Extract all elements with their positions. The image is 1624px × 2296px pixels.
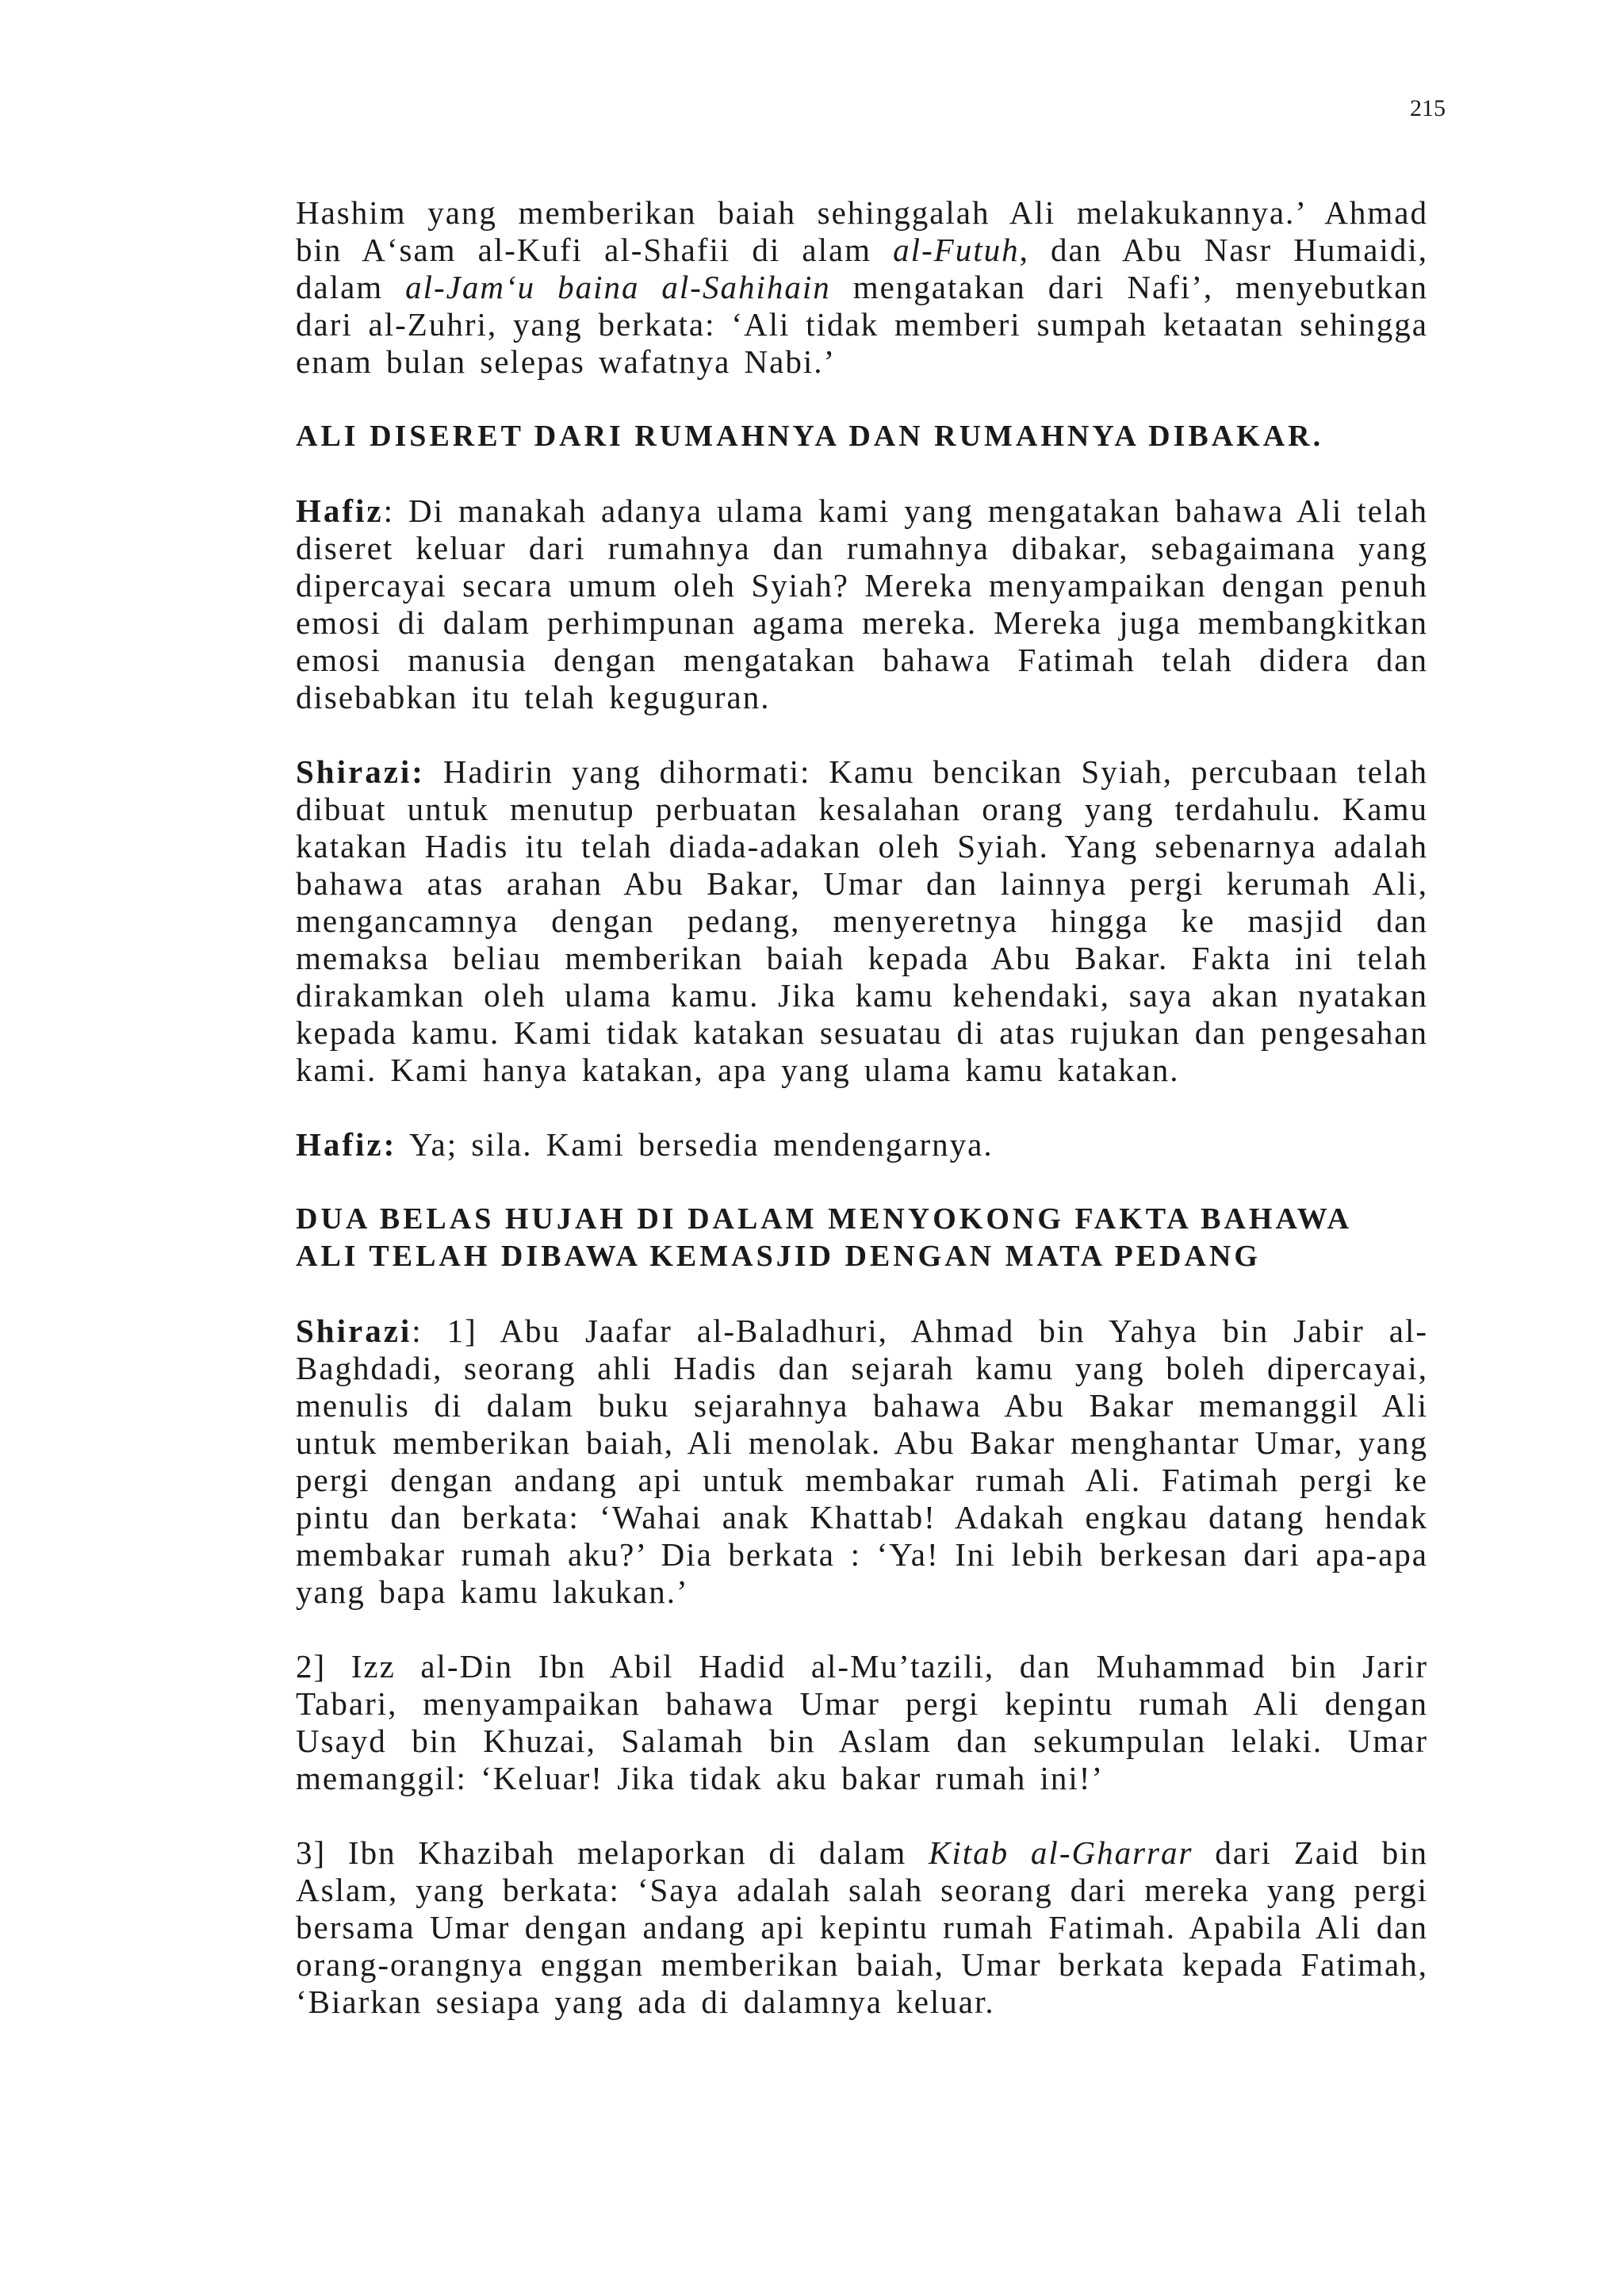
page-body: [296, 194, 1428, 2058]
section-heading-2: [296, 1201, 1428, 1275]
speaker-label: Shirazi: [296, 1313, 412, 1349]
p1-text-c: , dan Abu Nasr Humaidi, dalam: [296, 232, 1428, 305]
paragraph-6: 2] Izz al-Din Ibn Abil Hadid al-Mu’tazili, dan Muhammad bin Jarir Tabari, menyampaikan bahawa Umar pergi kepintu rumah Ali dengan Usayd bin Khuzai, Salamah bin Aslam dan sekumpulan lelaki. Umar memanggil: ‘Keluar! Jika tidak aku bakar rumah ini!’: [296, 1648, 1428, 1796]
paragraph-text: Ya; sila. Kami bersedia mendengarnya.: [396, 1126, 994, 1163]
speaker-label: Hafiz: [296, 493, 384, 529]
speaker-label: Shirazi:: [296, 753, 425, 790]
paragraph-2: [296, 493, 1428, 716]
paragraph-7: [296, 1834, 1428, 2021]
p1-text-e: mengatakan dari Nafi’, menyebutkan dari al-Zuhri, yang berkata: ‘Ali tidak memberi sumpah ketaatan sehingga enam bulan selepas wafatnya Nabi.’: [296, 269, 1428, 380]
heading-line-2: ALI TELAH DIBAWA KEMASJID DENGAN MATA PEDANG: [296, 1240, 1261, 1273]
paragraph-text: : Di manakah adanya ulama kami yang mengatakan bahawa Ali telah diseret keluar dari rumahnya dan rumahnya dibakar, sebagaimana yang dipercayai secara umum oleh Syiah? Mereka menyampaikan dengan penuh emosi di dalam perhimpunan agama mereka. Mereka juga membangkitkan emosi manusia dengan mengatakan bahawa Fatimah telah didera dan disebabkan itu telah keguguran.: [296, 493, 1428, 715]
paragraph-4: [296, 1126, 1428, 1163]
p7-text-a: 3] Ibn Khazibah melaporkan di dalam: [296, 1834, 929, 1871]
p1-text-a: Hashim yang memberikan baiah sehinggalah Ali melakukannya.’ Ahmad bin A‘sam al-Kufi al-Shafii di alam: [296, 194, 1428, 268]
paragraph-5: [296, 1313, 1428, 1611]
book-title-al-futuh: al-Futuh: [893, 232, 1020, 268]
paragraph-1: [296, 194, 1428, 381]
book-title-al-jamu: al-Jam‘u baina al-Sahihain: [405, 269, 831, 305]
paragraph-text: Hadirin yang dihormati: Kamu bencikan Syiah, percubaan telah dibuat untuk menutup perbuatan kesalahan orang yang terdahulu. Kamu katakan Hadis itu telah diada-adakan oleh Syiah. Yang sebenarnya adalah bahawa atas arahan Abu Bakar, Umar dan lainnya pergi kerumah Ali, mengancamnya dengan pedang, menyeretnya hingga ke masjid dan memaksa beliau memberikan baiah kepada Abu Bakar. Fakta ini telah dirakamkan oleh ulama kamu. Jika kamu kehendaki, saya akan nyatakan kepada kamu. Kami tidak katakan sesuatau di atas rujukan dan pengesahan kami. Kami hanya katakan, apa yang ulama kamu katakan.: [296, 753, 1428, 1088]
p7-text-c: dari Zaid bin Aslam, yang berkata: ‘Saya adalah salah seorang dari mereka yang pergi bersama Umar dengan andang api kepintu rumah Fatimah. Apabila Ali dan orang-orangnya enggan memberikan baiah, Umar berkata kepada Fatimah, ‘Biarkan sesiapa yang ada di dalamnya keluar.: [296, 1834, 1428, 2020]
speaker-label: Hafiz:: [296, 1126, 397, 1163]
book-title-kitab-al-gharrar: Kitab al-Gharrar: [929, 1834, 1193, 1871]
section-heading-1: ALI DISERET DARI RUMAHNYA DAN RUMAHNYA DIBAKAR.: [296, 420, 1324, 453]
page-number: 215: [1410, 95, 1446, 121]
paragraph-3: [296, 753, 1428, 1089]
heading-line-1: DUA BELAS HUJAH DI DALAM MENYOKONG FAKTA BAHAWA: [296, 1202, 1352, 1236]
paragraph-text: : 1] Abu Jaafar al-Baladhuri, Ahmad bin Yahya bin Jabir al-Baghdadi, seorang ahli Hadis dan sejarah kamu yang boleh dipercayai, menulis di dalam buku sejarahnya bahawa Abu Bakar memanggil Ali untuk memberikan baiah, Ali menolak. Abu Bakar menghantar Umar, yang pergi dengan andang api untuk membakar rumah Ali. Fatimah pergi ke pintu dan berkata: ‘Wahai anak Khattab! Adakah engkau datang hendak membakar rumah aku?’ Dia berkata : ‘Ya! Ini lebih berkesan dari apa-apa yang bapa kamu lakukan.’: [296, 1313, 1428, 1610]
